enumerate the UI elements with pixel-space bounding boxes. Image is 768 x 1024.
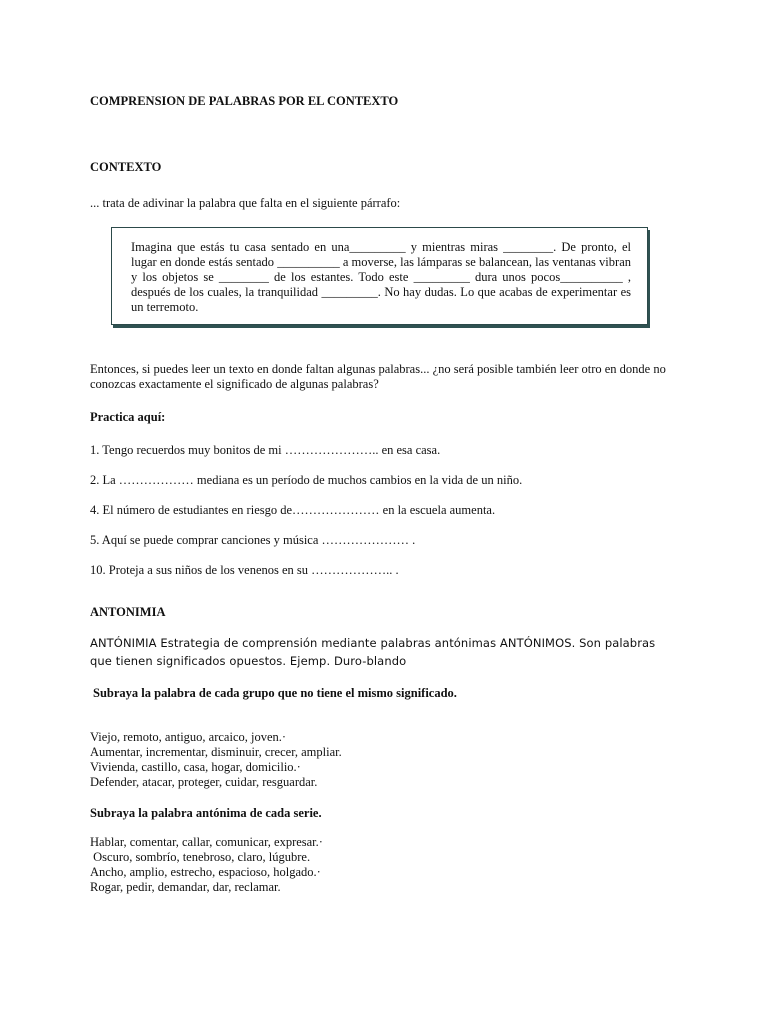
word-group-item: Hablar, comentar, callar, comunicar, expresar.· [90,835,323,849]
word-group-item: Oscuro, sombrío, tenebroso, claro, lúgubre. [90,850,311,864]
word-group-item: Vivienda, castillo, casa, hogar, domicilio.· [90,760,301,774]
contexto-heading: CONTEXTO [90,160,162,174]
word-group-2 [90,835,323,895]
practice-item: 2. La ……………… mediana es un período de muchos cambios en la vida de un niño. [90,473,523,487]
antonimia-definition: ANTÓNIMIA Estrategia de comprensión mediante palabras antónimas ANTÓNIMOS. Son palabras que tienen significados opuestos. Ejemp. Duro-blando [90,636,656,668]
word-group-item: Viejo, remoto, antiguo, arcaico, joven.· [90,730,287,744]
practice-item: 10. Proteja a sus niños de los venenos en su ……………….. . [90,563,399,577]
instruction-2: Subraya la palabra antónima de cada serie. [90,806,322,820]
contexto-after-line-1: Entonces, si puedes leer un texto en donde faltan algunas palabras... ¿no será posible también leer otro en donde no [90,362,666,376]
instruction-1: Subraya la palabra de cada grupo que no tiene el mismo significado. [93,686,457,700]
practice-item: 1. Tengo recuerdos muy bonitos de mi ………………….. en esa casa. [90,443,441,457]
document-title: COMPRENSION DE PALABRAS POR EL CONTEXTO [90,94,399,108]
practica-heading: Practica aquí: [90,410,166,424]
word-group-1 [90,730,342,790]
practice-item: 4. El número de estudiantes en riesgo de………………… en la escuela aumenta. [90,503,496,517]
word-group-item: Rogar, pedir, demandar, dar, reclamar. [90,880,281,894]
antonimia-heading: ANTONIMIA [90,605,166,619]
contexto-after-line-2: conozcas exactamente el significado de algunas palabras? [90,377,379,391]
word-group-item: Ancho, amplio, estrecho, espacioso, holgado.· [90,865,321,879]
contexto-intro: ... trata de adivinar la palabra que falta en el siguiente párrafo: [90,196,401,210]
word-group-item: Defender, atacar, proteger, cuidar, resguardar. [90,775,318,789]
fill-in-paragraph-box [111,227,648,325]
word-group-item: Aumentar, incrementar, disminuir, crecer, ampliar. [90,745,342,759]
practice-item: 5. Aquí se puede comprar canciones y música ………………… . [90,533,416,547]
fill-in-paragraph: Imagina que estás tu casa sentado en una_________ y mientras miras ________. De pronto, el lugar en donde estás sentado __________ a moverse, las lámparas se balancean, las ventanas vibran y los objetos se ________ de los estantes. Todo este _________ dura unos pocos__________ , después de los cuales, la tranquilidad _________. No hay dudas. Lo que acabas de experimentar es un terremoto. [131,240,631,314]
